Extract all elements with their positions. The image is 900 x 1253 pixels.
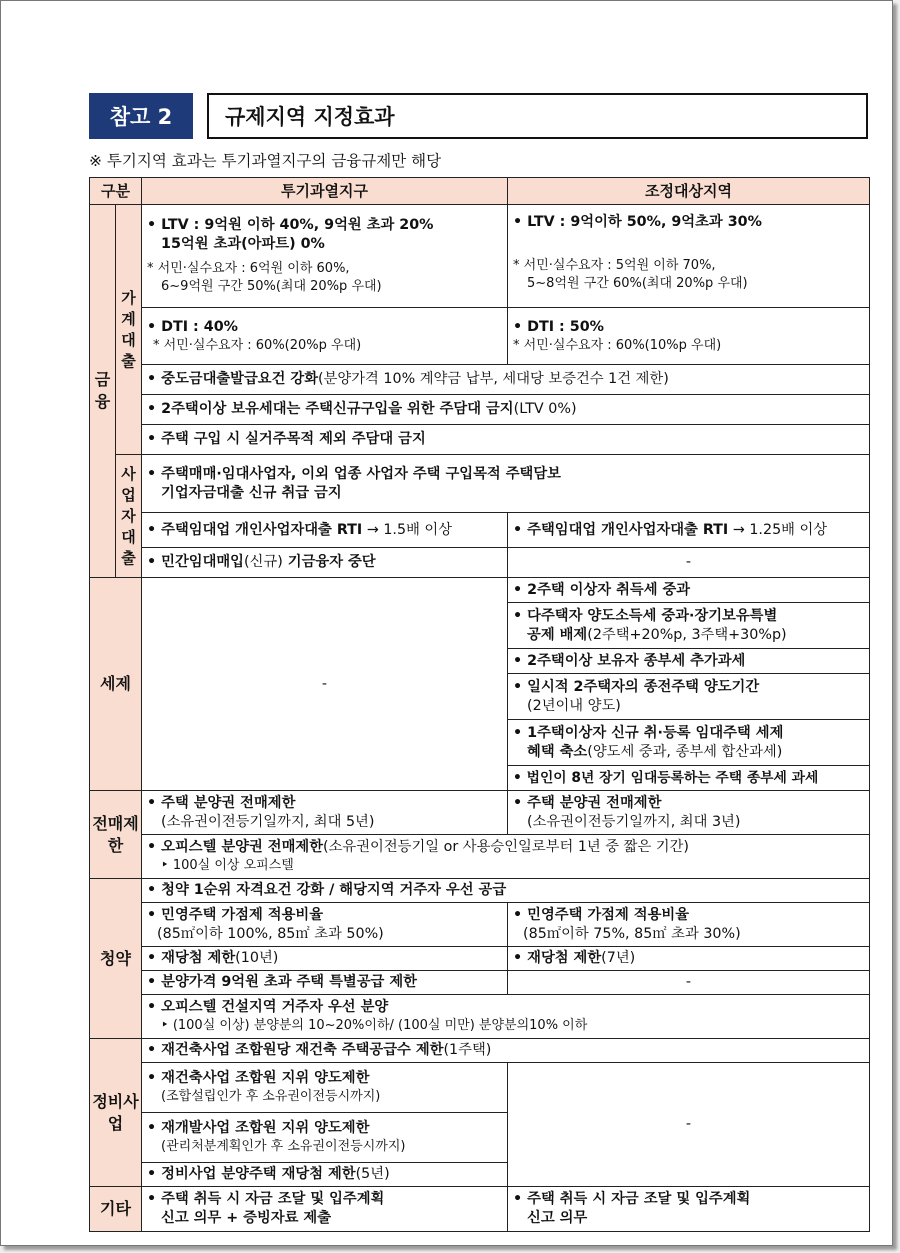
- private-rental-fund-adjustment: -: [508, 548, 870, 578]
- redevelopment-adjustment: -: [508, 1063, 870, 1187]
- subscription-adjustment: • 민영주택 가점제 적용비율 (85㎡이하 75%, 85㎡ 초과 30%): [508, 903, 870, 947]
- scope-note: ※ 투기지역 효과는 투기과열지구의 금융규제만 해당: [89, 152, 442, 170]
- tax-item: • 다주택자 양도소득세 중과·장기보유특별 공제 배제(2주택+20%p, 3주택+30%p): [508, 603, 870, 649]
- table-row: [90, 971, 870, 995]
- table-row: [90, 455, 870, 513]
- tax-item: • 1주택이상자 신규 취·등록 임대주택 세제 혜택 축소(양도세 중과, 종부세 합산과세): [508, 720, 870, 766]
- category-other: 기타: [90, 1187, 142, 1232]
- table-row: [90, 395, 870, 425]
- subscription-item: • 청약 1순위 자격요건 강화 / 해당지역 거주자 우선 공급: [142, 879, 870, 903]
- subcategory-household-loan: 가계대출: [116, 205, 142, 455]
- other-adjustment: • 주택 취득 시 자금 조달 및 입주계획 신고 의무: [508, 1187, 870, 1232]
- subscription-item: • 오피스텔 건설지역 거주자 우선 분양 ‣ (100실 이상) 분양분의 10~20%이하/ (100실 미만) 분양분의10% 이하: [142, 995, 870, 1039]
- dti-adjustment: • DTI : 50% * 서민·실수요자 : 60%(10%p 우대): [508, 308, 870, 365]
- tax-item: • 일시적 2주택자의 종전주택 양도기간 (2년이내 양도): [508, 674, 870, 720]
- resale-overheated: • 주택 분양권 전매제한 (소유권이전등기일까지, 최대 5년): [142, 791, 508, 835]
- tax-item: • 법인이 8년 장기 임대등록하는 주택 종부세 과세: [508, 766, 870, 791]
- redevelopment-item: • 재개발사업 조합원 지위 양도제한 (관리처분계획인가 후 소유권이전등시까지): [142, 1113, 508, 1163]
- table-row: [90, 548, 870, 578]
- table-row: [90, 308, 870, 365]
- ltv-overheated: • LTV : 9억원 이하 40%, 9억원 초과 20% 15억원 초과(아파트) 0% * 서민·실수요자 : 6억원 이하 60%, 6~9억원 구간 50%(최대 20%p 우대): [142, 205, 508, 308]
- reference-tag: 참고 2: [89, 93, 193, 139]
- multi-home-loan-ban: • 2주택이상 보유세대는 주택신규구입을 위한 주담대 금지(LTV 0%): [142, 395, 870, 425]
- category-resale-restriction: 전매제한: [90, 791, 142, 879]
- table-row: [90, 879, 870, 903]
- table-row: [90, 205, 870, 308]
- page-title: 규제지역 지정효과: [207, 93, 868, 139]
- tax-item: • 2주택이상 보유자 종부세 추가과세: [508, 649, 870, 674]
- table-header-row: [90, 178, 870, 205]
- header-category: 구분: [90, 178, 142, 205]
- subscription-adjustment: -: [508, 971, 870, 995]
- table-row: [90, 365, 870, 395]
- table-row: [90, 903, 870, 947]
- table-row: [90, 835, 870, 879]
- table-row: [90, 513, 870, 548]
- redevelopment-item: • 정비사업 분양주택 재당첨 제한(5년): [142, 1163, 508, 1187]
- subscription-overheated: • 민영주택 가점제 적용비율 (85㎡이하 100%, 85㎡ 초과 50%): [142, 903, 508, 947]
- table-row: [90, 791, 870, 835]
- header-overheated-district: 투기과열지구: [142, 178, 508, 205]
- subcategory-business-loan: 사업자대출: [116, 455, 142, 578]
- residence-purpose-rule: • 주택 구입 시 실거주목적 제외 주담대 금지: [142, 425, 870, 455]
- rti-adjustment: • 주택임대업 개인사업자대출 RTI → 1.25배 이상: [508, 513, 870, 548]
- dti-overheated: • DTI : 40% * 서민·실수요자 : 60%(20%p 우대): [142, 308, 508, 365]
- table-row: [90, 425, 870, 455]
- table-row: [90, 947, 870, 971]
- officetel-resale: • 오피스텔 분양권 전매제한(소유권이전등기일 or 사용승인일로부터 1년 중 짧은 기간) ‣ 100실 이상 오피스텔: [142, 835, 870, 879]
- redevelopment-item: • 재건축사업 조합원당 재건축 주택공급수 제한(1주택): [142, 1039, 870, 1063]
- table-row: [90, 1039, 870, 1063]
- tax-item: • 2주택 이상자 취득세 중과: [508, 578, 870, 603]
- table-row: [90, 578, 870, 603]
- subscription-adjustment: • 재당첨 제한(7년): [508, 947, 870, 971]
- tax-overheated: -: [142, 578, 508, 791]
- category-redevelopment: 정비사업: [90, 1039, 142, 1187]
- regulation-table: [89, 177, 870, 1232]
- redevelopment-item: • 재건축사업 조합원 지위 양도제한 (조합설립인가 후 소유권이전등시까지): [142, 1063, 508, 1113]
- subscription-overheated: • 분양가격 9억원 초과 주택 특별공급 제한: [142, 971, 508, 995]
- ltv-adjustment: • LTV : 9억이하 50%, 9억초과 30% * 서민·실수요자 : 5억원 이하 70%, 5~8억원 구간 60%(최대 20%p 우대): [508, 205, 870, 308]
- table-row: [90, 995, 870, 1039]
- header-adjustment-area: 조정대상지역: [508, 178, 870, 205]
- subscription-overheated: • 재당첨 제한(10년): [142, 947, 508, 971]
- category-subscription: 청약: [90, 879, 142, 1039]
- resale-adjustment: • 주택 분양권 전매제한 (소유권이전등기일까지, 최대 3년): [508, 791, 870, 835]
- business-loan-ban: • 주택매매·임대사업자, 이외 업종 사업자 주택 구입목적 주택담보 기업자금대출 신규 취급 금지: [142, 455, 870, 513]
- private-rental-fund: • 민간임대매입(신규) 기금융자 중단: [142, 548, 508, 578]
- rti-overheated: • 주택임대업 개인사업자대출 RTI → 1.5배 이상: [142, 513, 508, 548]
- category-tax: 세제: [90, 578, 142, 791]
- other-overheated: • 주택 취득 시 자금 조달 및 입주계획 신고 의무 + 증빙자료 제출: [142, 1187, 508, 1232]
- category-finance: 금융: [90, 205, 116, 578]
- interim-loan-rule: • 중도금대출발급요건 강화(분양가격 10% 계약금 납부, 세대당 보증건수 1건 제한): [142, 365, 870, 395]
- table-row: [90, 1187, 870, 1232]
- table-row: [90, 1063, 870, 1113]
